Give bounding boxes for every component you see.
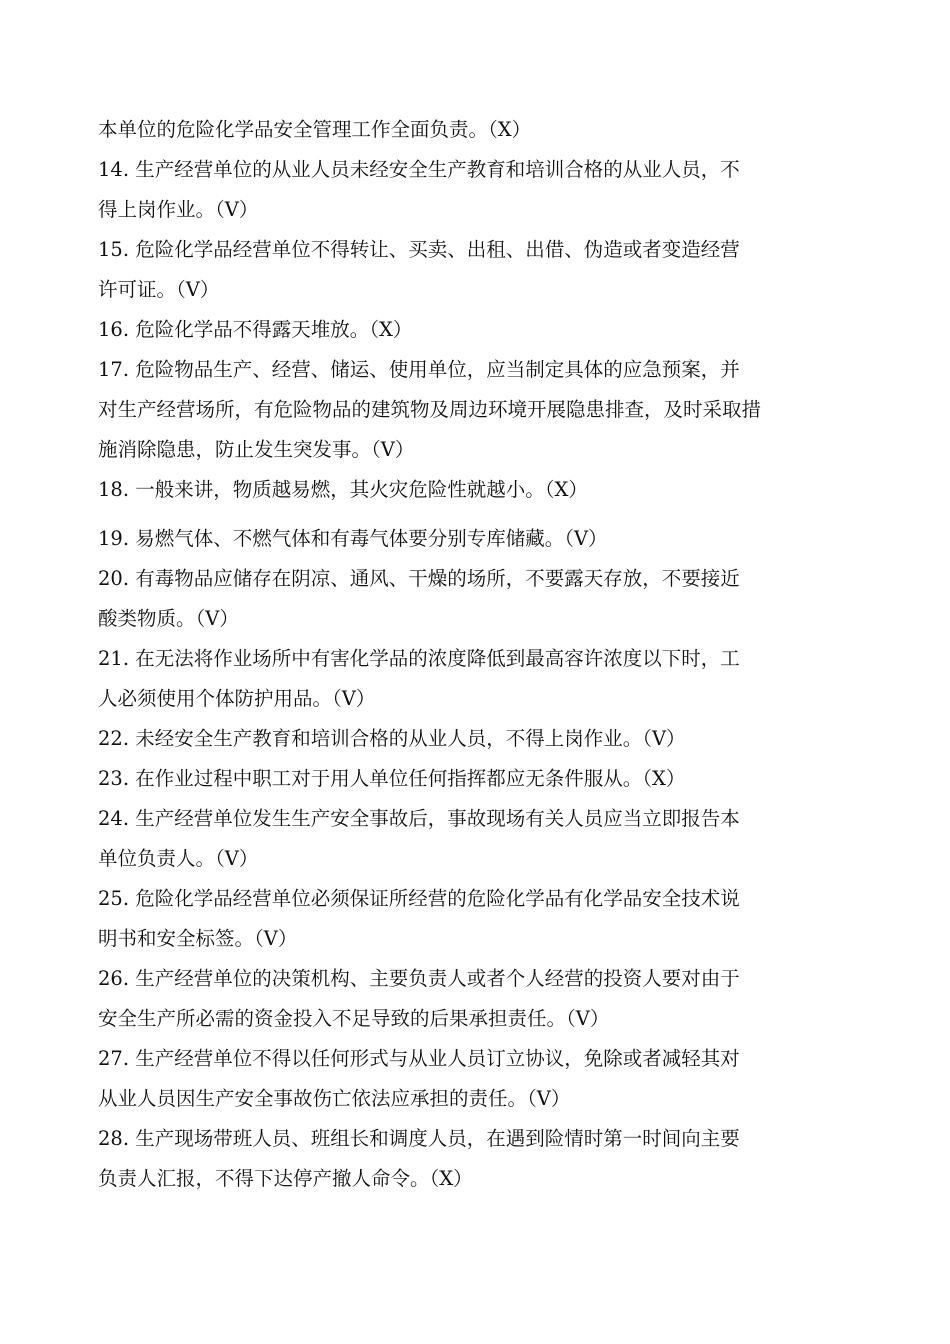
text-line: 本单位的危险化学品安全管理工作全面负责。（X）	[98, 118, 532, 141]
question-17-line-2: 对生产经营场所，有危险物品的建筑物及周边环境开展隐患排查，及时采取措	[98, 398, 762, 421]
question-15-line-2: 许可证。（V）	[98, 278, 220, 301]
question-16-line-1: 16. 危险化学品不得露天堆放。（X）	[98, 318, 413, 341]
question-17-line-1: 17. 危险物品生产、经营、储运、使用单位，应当制定具体的应急预案，并	[98, 358, 740, 381]
question-28-line-1: 28. 生产现场带班人员、班组长和调度人员，在遇到险情时第一时间向主要	[98, 1127, 740, 1150]
question-19-line-1: 19. 易燃气体、不燃气体和有毒气体要分别专库储藏。（V）	[98, 527, 608, 550]
question-22-line-1: 22. 未经安全生产教育和培训合格的从业人员，不得上岗作业。（V）	[98, 727, 686, 750]
paragraph-gap	[98, 510, 868, 519]
question-25-line-1: 25. 危险化学品经营单位必须保证所经营的危险化学品有化学品安全技术说	[98, 887, 740, 910]
question-20-line-1: 20. 有毒物品应储存在阴凉、通风、干燥的场所，不要露天存放，不要接近	[98, 567, 740, 590]
question-20-line-2: 酸类物质。（V）	[98, 607, 239, 630]
question-23-line-1: 23. 在作业过程中职工对于用人单位任何指挥都应无条件服从。（X）	[98, 767, 686, 790]
question-21-line-1: 21. 在无法将作业场所中有害化学品的浓度降低到最高容许浓度以下时，工	[98, 647, 740, 670]
question-15-line-1: 15. 危险化学品经营单位不得转让、买卖、出租、出借、伪造或者变造经营	[98, 238, 740, 261]
question-26-line-2: 安全生产所必需的资金投入不足导致的后果承担责任。（V）	[98, 1007, 610, 1030]
question-28-line-2: 负责人汇报，不得下达停产撤人命令。（X）	[98, 1167, 473, 1190]
question-18-line-1: 18. 一般来讲，物质越易燃，其火灾危险性就越小。（X）	[98, 478, 588, 501]
question-26-line-1: 26. 生产经营单位的决策机构、主要负责人或者个人经营的投资人要对由于	[98, 967, 740, 990]
question-14-line-2: 得上岗作业。（V）	[98, 198, 259, 221]
document-body	[98, 110, 868, 1199]
question-27-line-2: 从业人员因生产安全事故伤亡依法应承担的责任。（V）	[98, 1087, 571, 1110]
question-24-line-2: 单位负责人。（V）	[98, 847, 259, 870]
question-14-line-1: 14. 生产经营单位的从业人员未经安全生产教育和培训合格的从业人员，不	[98, 158, 740, 181]
question-17-line-3: 施消除隐患，防止发生突发事。（V）	[98, 438, 415, 461]
question-21-line-2: 人必须使用个体防护用品。（V）	[98, 687, 376, 710]
question-24-line-1: 24. 生产经营单位发生生产安全事故后，事故现场有关人员应当立即报告本	[98, 807, 740, 830]
question-27-line-1: 27. 生产经营单位不得以任何形式与从业人员订立协议，免除或者减轻其对	[98, 1047, 740, 1070]
question-25-line-2: 明书和安全标签。（V）	[98, 927, 298, 950]
